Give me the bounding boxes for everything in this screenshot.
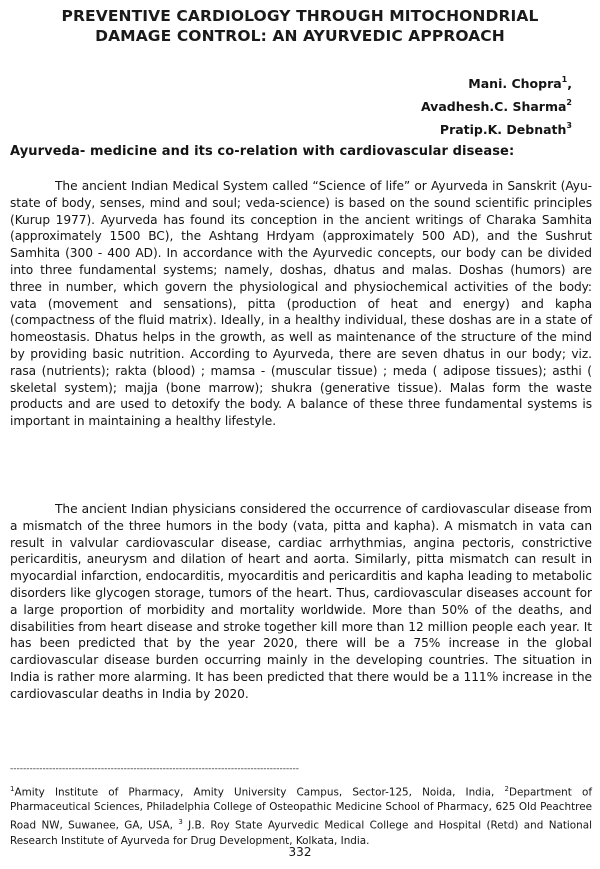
- affiliations-footnote: [10, 782, 592, 849]
- author-suffix: ,: [567, 76, 572, 92]
- footnote-text-3: J.B. Roy State Ayurvedic Medical College and Hospital (Retd) and National Research Institute of Ayurveda for Drug Development, Kolkata, India.: [10, 819, 592, 847]
- paper-title: [0, 6, 600, 46]
- author-3: [421, 117, 572, 140]
- author-2: [421, 94, 572, 117]
- footnote-text-2: Department of Pharmaceutical Sciences, Philadelphia College of Osteopathic Medicine School of Pharmacy, 625 Old Peachtree Road NW, Suwanee, GA, USA,: [10, 786, 592, 832]
- author-name: Avadhesh.C. Sharma: [420, 99, 567, 115]
- footnote-text-1: Amity Institute of Pharmacy, Amity University Campus, Sector-125, Noida, India,: [14, 786, 505, 799]
- title-line-2: DAMAGE CONTROL: AN AYURVEDIC APPROACH: [95, 27, 505, 45]
- author-list: [421, 71, 572, 140]
- author-name: Pratip.K. Debnath: [439, 122, 567, 138]
- author-affiliation-sup: 1: [561, 75, 568, 84]
- author-affiliation-sup: 2: [566, 98, 572, 108]
- author-1: [421, 71, 572, 94]
- footnote-divider: -----------------------------------------------------------------------------------------: [10, 764, 300, 774]
- title-line-1: PREVENTIVE CARDIOLOGY THROUGH MITOCHONDRIAL: [61, 7, 539, 25]
- section-heading: Ayurveda- medicine and its co-relation with cardiovascular disease:: [10, 144, 515, 159]
- footnote-sup-1: 1: [10, 785, 15, 793]
- author-affiliation-sup: 3: [566, 121, 572, 131]
- footnote-sup-3: 3: [178, 818, 183, 827]
- body-paragraph-1: The ancient Indian Medical System called “Science of life” or Ayurveda in Sanskrit (Ayu-state of body, senses, mind and soul; veda-science) is based on the sound scientific principles (Kurup 1977). Ayurveda has found its conception in the ancient writings of Charaka Samhita (approximately 1500 BC), the Ashtang Hrdyam (approximately 500 AD), and the Sushrut Samhita (300 - 400 AD). In accordance with the Ayurvedic concepts, our body can be divided into three fundamental systems; namely, doshas, dhatus and malas. Doshas (humors) are three in number, which govern the physiological and physiochemical activities of the body: vata (movement and sensations), pitta (production of heat and energy) and kapha (compactness of the fluid matrix). Ideally, in a healthy individual, these doshas are in a state of homeostasis. Dhatus helps in the growth, as well as maintenance of the structure of the mind by providing basic nutrition. According to Ayurveda, there are seven dhatus in our body; viz. rasa (nutrients); rakta (blood) ; mamsa - (muscular tissue) ; meda ( adipose tissues); asthi ( skeletal system); majja (bone marrow); shukra (generative tissue). Malas form the waste products and are used to detoxify the body. A balance of these three fundamental systems is important in maintaining a healthy lifestyle.: [10, 179, 592, 429]
- author-name: Mani. Chopra: [468, 76, 562, 92]
- page-number: 332: [288, 845, 312, 859]
- body-paragraph-2: The ancient Indian physicians considered the occurrence of cardiovascular disease from a mismatch of the three humors in the body (vata, pitta and kapha). A mismatch in vata can result in valvular cardiovascular disease, cardiac arrhythmias, angina pectoris, constrictive pericarditis, aneurysm and dilation of heart and aorta. Similarly, pitta mismatch can result in myocardial infarction, endocarditis, myocarditis and pericarditis and kapha leading to metabolic disorders like glycogen storage, tumors of the heart. Thus, cardiovascular diseases account for a large proportion of morbidity and mortality worldwide. More than 50% of the deaths, and disabilities from heart disease and stroke together kill more than 12 million people each year. It has been predicted that by the year 2020, there will be a 75% increase in the global cardiovascular disease burden occurring mainly in the developing countries. The situation in India is rather more alarming. It has been predicted that there would be a 111% increase in the cardiovascular deaths in India by 2020.: [10, 502, 592, 701]
- footnote-sup-2: 2: [504, 785, 509, 793]
